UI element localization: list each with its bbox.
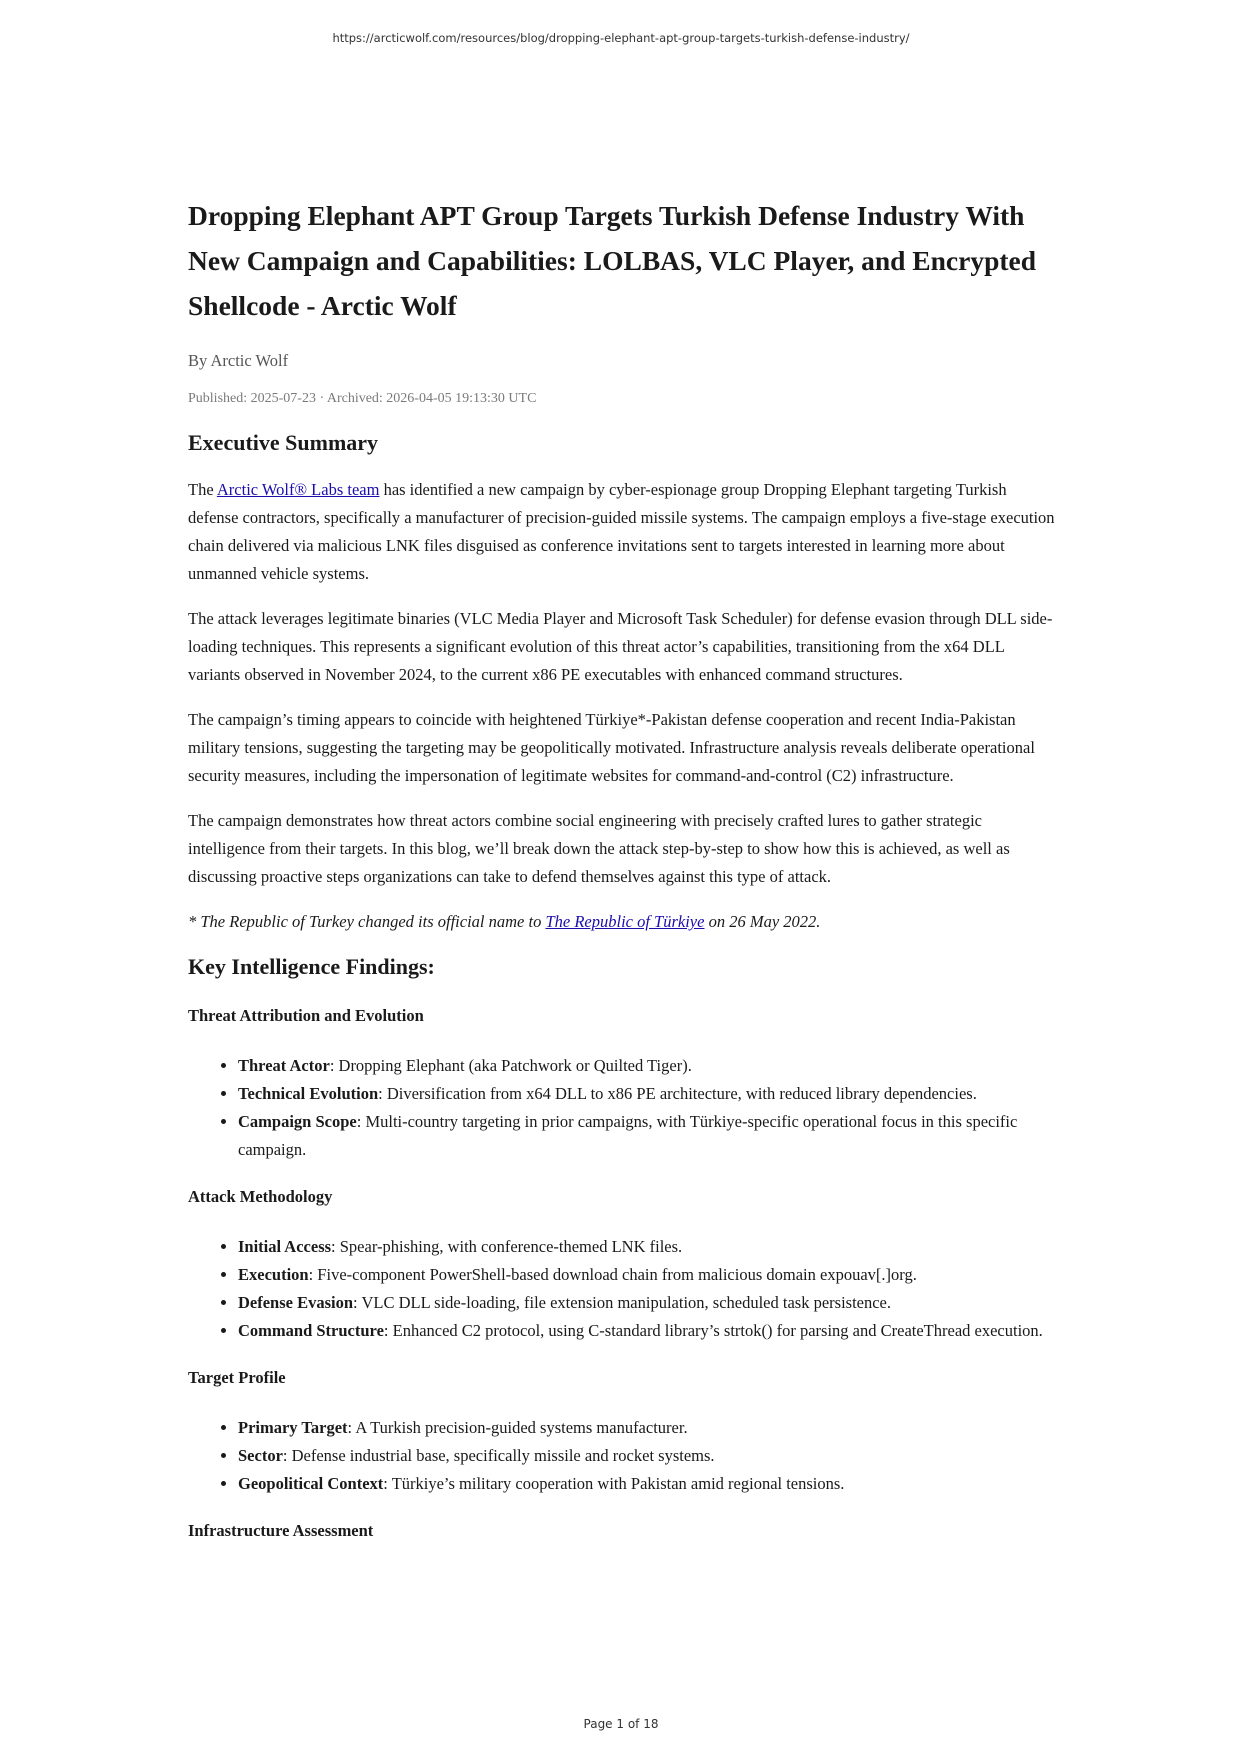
section-heading-target-profile: Target Profile	[188, 1368, 286, 1387]
byline: By Arctic Wolf	[188, 351, 289, 370]
section-heading-threat-attribution: Threat Attribution and Evolution	[188, 1006, 424, 1025]
list-item: • Technical Evolution: Diversification from x64 DLL to x86 PE architecture, with reduced library dependencies.	[238, 1080, 1058, 1108]
summary-paragraph-3: The campaign’s timing appears to coincide with heightened Türkiye*-Pakistan defense cooperation and recent India-Pakistan military tensions, suggesting the targeting may be geopolitically motivated. Infrastructure analysis reveals deliberate operational security measures, including the impersonation of legitimate websites for command-and-control (C2) infrastructure.	[188, 710, 1035, 785]
summary-paragraph-4: The campaign demonstrates how threat actors combine social engineering with precisely crafted lures to gather strategic intelligence from their targets. In this blog, we’ll break down the attack step-by-step to show how this is achieved, as well as discussing proactive steps organizations can take to defend themselves against this type of attack.	[188, 811, 1010, 886]
page-number: Page 1 of 18	[583, 1717, 659, 1731]
list-item: • Defense Evasion: VLC DLL side-loading, file extension manipulation, scheduled task persistence.	[238, 1289, 1058, 1317]
summary-paragraph-1: The Arctic Wolf® Labs team has identified a new campaign by cyber-espionage group Dropping Elephant targeting Turkish defense contractors, specifically a manufacturer of precision-guided missile systems. The campaign employs a five-stage execution chain delivered via malicious LNK files disguised as conference invitations sent to targets interested in learning more about unmanned vehicle systems.	[188, 480, 1055, 583]
target-profile-list	[188, 1414, 1058, 1498]
list-item: • Command Structure: Enhanced C2 protocol, using C-standard library’s strtok() for parsing and CreateThread execution.	[238, 1317, 1058, 1345]
publish-meta: Published: 2025-07-23 · Archived: 2026-04-05 19:13:30 UTC	[188, 391, 537, 406]
source-url: https://arcticwolf.com/resources/blog/dropping-elephant-apt-group-targets-turkish-defense-industry/	[332, 31, 910, 45]
summary-paragraph-2: The attack leverages legitimate binaries (VLC Media Player and Microsoft Task Scheduler) for defense evasion through DLL side-loading techniques. This represents a significant evolution of this threat actor’s capabilities, transitioning from the x64 DLL variants observed in November 2024, to the current x86 PE executables with enhanced command structures.	[188, 609, 1053, 684]
list-item: • Threat Actor: Dropping Elephant (aka Patchwork or Quilted Tiger).	[238, 1052, 1058, 1080]
arctic-wolf-labs-link[interactable]: Arctic Wolf® Labs team	[216, 480, 380, 499]
footnote-paragraph: * The Republic of Turkey changed its official name to The Republic of Türkiye on 26 May 2022.	[188, 912, 821, 931]
list-item: • Initial Access: Spear-phishing, with conference-themed LNK files.	[238, 1233, 1058, 1261]
section-heading-infrastructure-assessment: Infrastructure Assessment	[188, 1521, 374, 1540]
list-item: • Sector: Defense industrial base, specifically missile and rocket systems.	[238, 1442, 1058, 1470]
list-item: • Primary Target: A Turkish precision-guided systems manufacturer.	[238, 1414, 1058, 1442]
list-item: • Campaign Scope: Multi-country targeting in prior campaigns, with Türkiye-specific operational focus in this specific campaign.	[238, 1108, 1058, 1164]
section-heading-attack-methodology: Attack Methodology	[188, 1187, 333, 1206]
article-title: Dropping Elephant APT Group Targets Turkish Defense Industry With New Campaign and Capabilities: LOLBAS, VLC Player, and Encrypted Shellcode - Arctic Wolf	[188, 200, 1037, 321]
key-findings-heading: Key Intelligence Findings:	[188, 954, 435, 979]
executive-summary-heading: Executive Summary	[188, 430, 379, 455]
list-item: • Geopolitical Context: Türkiye’s military cooperation with Pakistan amid regional tensions.	[238, 1470, 1058, 1498]
threat-attribution-list	[188, 1052, 1058, 1164]
republic-of-turkiye-link[interactable]: The Republic of Türkiye	[545, 912, 705, 931]
list-item: • Execution: Five-component PowerShell-based download chain from malicious domain expouav[.]org.	[238, 1261, 1058, 1289]
attack-methodology-list	[188, 1233, 1058, 1345]
article	[188, 193, 1058, 1545]
